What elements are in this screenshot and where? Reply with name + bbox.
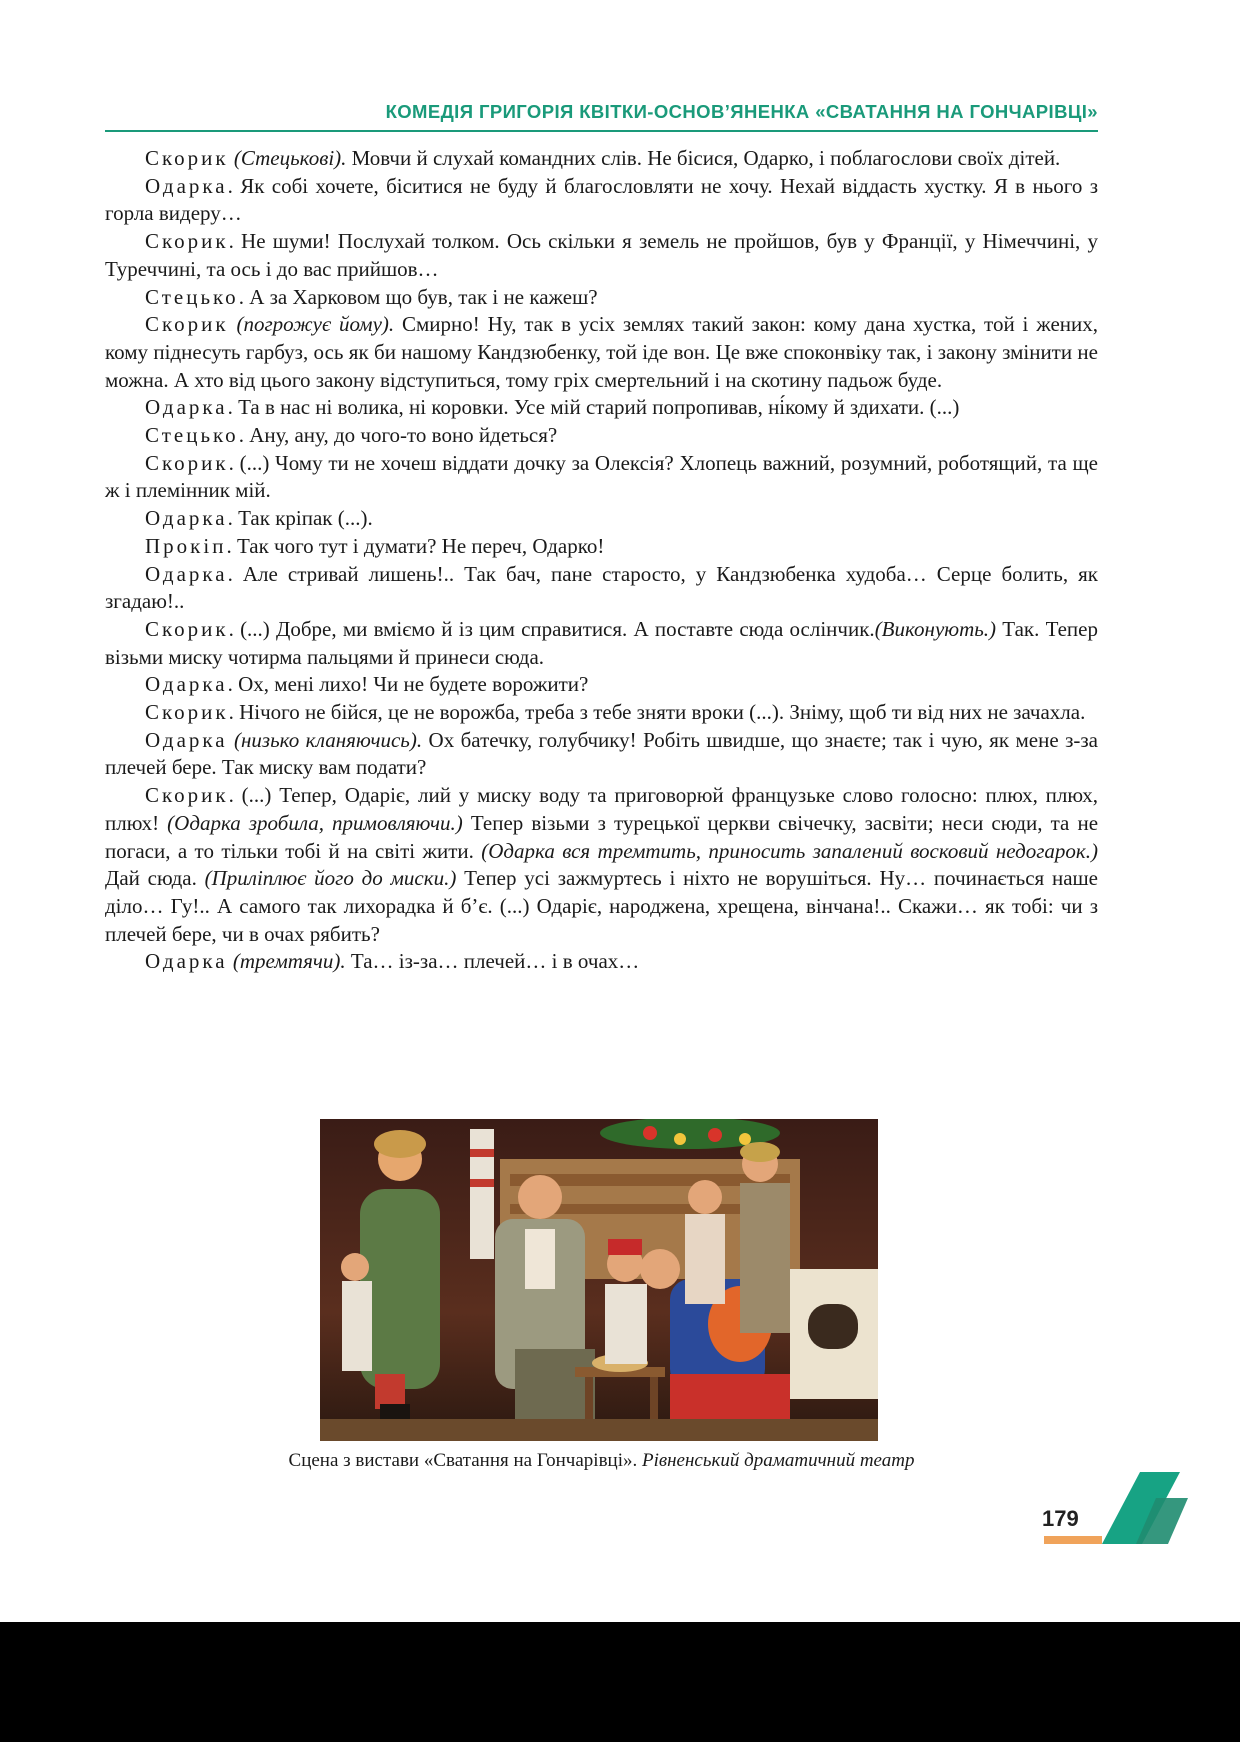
line-text: . Але стривай лишень!.. Так бач, пане старосто, у Кандзюбенка худоба… Серце болить, як згадаю!..	[105, 561, 1098, 614]
speaker-name: Прокіп	[145, 533, 227, 558]
stage-remark: (низько кланяючись).	[234, 727, 423, 752]
dialogue-line	[105, 727, 1098, 782]
stage-remark: (Виконують.)	[874, 616, 997, 641]
stage-remark: (Стецькові).	[233, 146, 347, 170]
speaker-name: Одарка	[145, 672, 228, 697]
stage-remark: (погрожує йому).	[236, 312, 395, 337]
stage-remark: (Одарка зробила, примовляючи.)	[159, 810, 463, 835]
line-text: . Та в нас ні волика, ні коровки. Усе мій старий попропивав, ні́кому й здихати. (...)	[227, 395, 960, 420]
speaker-name: Стецько	[145, 284, 239, 309]
photo-caption	[105, 1450, 1098, 1472]
dialogue-line	[105, 616, 1098, 671]
page-number: 179	[1042, 1506, 1079, 1531]
play-dialogue	[105, 145, 1098, 976]
line-text: Тепер візьми з турецької церкви свічечку, засвіти; неси сюди, та не погаси, а то тільки тобі й на світі жити.	[105, 810, 1099, 863]
line-text: Та… із-за… плечей… і в очах…	[345, 949, 640, 974]
caption-text: Сцена з вистави «Сватання на Гончарівці».	[288, 1450, 638, 1471]
line-text: Смирно! Ну, так в усіх землях такий закон: кому дана хустка, той і жених, кому піднесуть гарбуз, ось як би нашому Кандзюбенку, той іде вон. Це вже споконвіку так, і закону змінити не можна. А хто від цього закону відступиться, тому гріх смертельний і на скотину падьож буде.	[105, 312, 1099, 392]
bottom-black-band	[0, 1622, 1240, 1742]
speaker-name: Скорик	[145, 229, 229, 254]
dialogue-line	[105, 505, 1098, 533]
speaker-name: Одарка	[145, 949, 228, 974]
dialogue-line	[105, 311, 1098, 394]
line-text: . Так кріпак (...).	[227, 506, 373, 531]
line-text: Так. Тепер візьми миску чотирма пальцями й принеси сюда.	[105, 616, 1098, 669]
line-text: Дай сюда.	[105, 866, 197, 891]
speaker-name: Скорик	[145, 146, 229, 170]
speaker-name: Одарка	[145, 561, 228, 586]
line-text: Ох батечку, голубчику! Робіть швидше, що знаєте; так і чую, як мене з-за плечей бере. Так миску вам подати?	[105, 727, 1098, 780]
line-text: Тепер усі зажмуртесь і ніхто не ворушіться. Ну… починається наше діло… Гу!.. А самого так лихорадка й б’є. (...) Одаріє, народжена, хрещена, вінчана!.. Скажи… як тобі: чи з плечей бере, чи в очах рябить?	[105, 866, 1099, 946]
line-text: . Не шуми! Послухай толком. Ось скільки я земель не пройшов, був у Франції, у Німеччині, у Туреччині, та ось і до вас прийшов…	[105, 229, 1098, 281]
dialogue-line	[105, 394, 1098, 422]
line-text: Мовчи й слухай командних слів. Не бісися, Одарко, і поблагослови своїх дітей.	[346, 146, 1061, 170]
stage-remark: (Одарка вся тремтить, приносить запалений восковий недогарок.)	[473, 838, 1098, 863]
dialogue-line	[105, 422, 1098, 450]
line-text: . (...) Добре, ми вміємо й із цим справитися. А поставте сюда ослінчик.	[228, 616, 875, 641]
dialogue-line	[105, 948, 1098, 976]
line-text: . Ох, мені лихо! Чи не будете ворожити?	[227, 672, 589, 697]
header-rule	[105, 130, 1098, 132]
running-header: КОМЕДІЯ ГРИГОРІЯ КВІТКИ-ОСНОВ’ЯНЕНКА «СВАТАННЯ НА ГОНЧАРІВЦІ»	[385, 101, 1098, 122]
dialogue-line	[105, 228, 1098, 283]
speaker-name: Одарка	[145, 506, 228, 531]
speaker-name: Скорик	[145, 783, 229, 808]
speaker-name: Одарка	[145, 173, 228, 198]
speaker-name: Скорик	[145, 450, 229, 475]
stage-remark: (Приліплює його до миски.)	[196, 866, 457, 891]
line-text: . Нічого не бійся, це не ворожба, треба з тебе зняти вроки (...). Зніму, щоб ти від них не зачахла.	[228, 700, 1086, 725]
stage-photo	[320, 1119, 878, 1441]
stage-remark: (тремтячи).	[232, 949, 346, 974]
dialogue-line	[105, 671, 1098, 699]
dialogue-line	[105, 145, 1098, 173]
speaker-name: Стецько	[145, 423, 239, 448]
line-text: . (...) Чому ти не хочеш віддати дочку за Олексія? Хлопець важний, розумний, роботящий, та ще ж і племінник мій.	[105, 450, 1098, 503]
line-text: . Так чого тут і думати? Не переч, Одарко!	[226, 533, 605, 558]
dialogue-line	[105, 782, 1098, 948]
dialogue-line	[105, 561, 1098, 616]
line-text: . (...) Тепер, Одаріє, лий у миску воду та приговорюй французьке слово голосно: плюх, плюх, плюх!	[105, 783, 1098, 835]
dialogue-line	[105, 533, 1098, 561]
caption-theatre: Рівненський драматичний театр	[642, 1450, 915, 1471]
speaker-name: Скорик	[145, 312, 229, 337]
stage-photo-illustration	[320, 1119, 878, 1441]
line-text: . Як собі хочете, біситися не буду й благословляти не хочу. Нехай віддасть хустку. Я в нього з горла видеру…	[105, 173, 1098, 226]
speaker-name: Скорик	[145, 700, 229, 725]
speaker-name: Одарка	[145, 395, 228, 420]
speaker-name: Скорик	[145, 616, 229, 641]
dialogue-line	[105, 699, 1098, 727]
line-text: . Ану, ану, до чого-то воно йдеться?	[238, 423, 558, 448]
dialogue-line	[105, 450, 1098, 505]
dialogue-line	[105, 173, 1098, 228]
dialogue-line	[105, 284, 1098, 312]
speaker-name: Одарка	[145, 727, 228, 752]
line-text: . А за Харковом що був, так і не кажеш?	[238, 284, 598, 309]
